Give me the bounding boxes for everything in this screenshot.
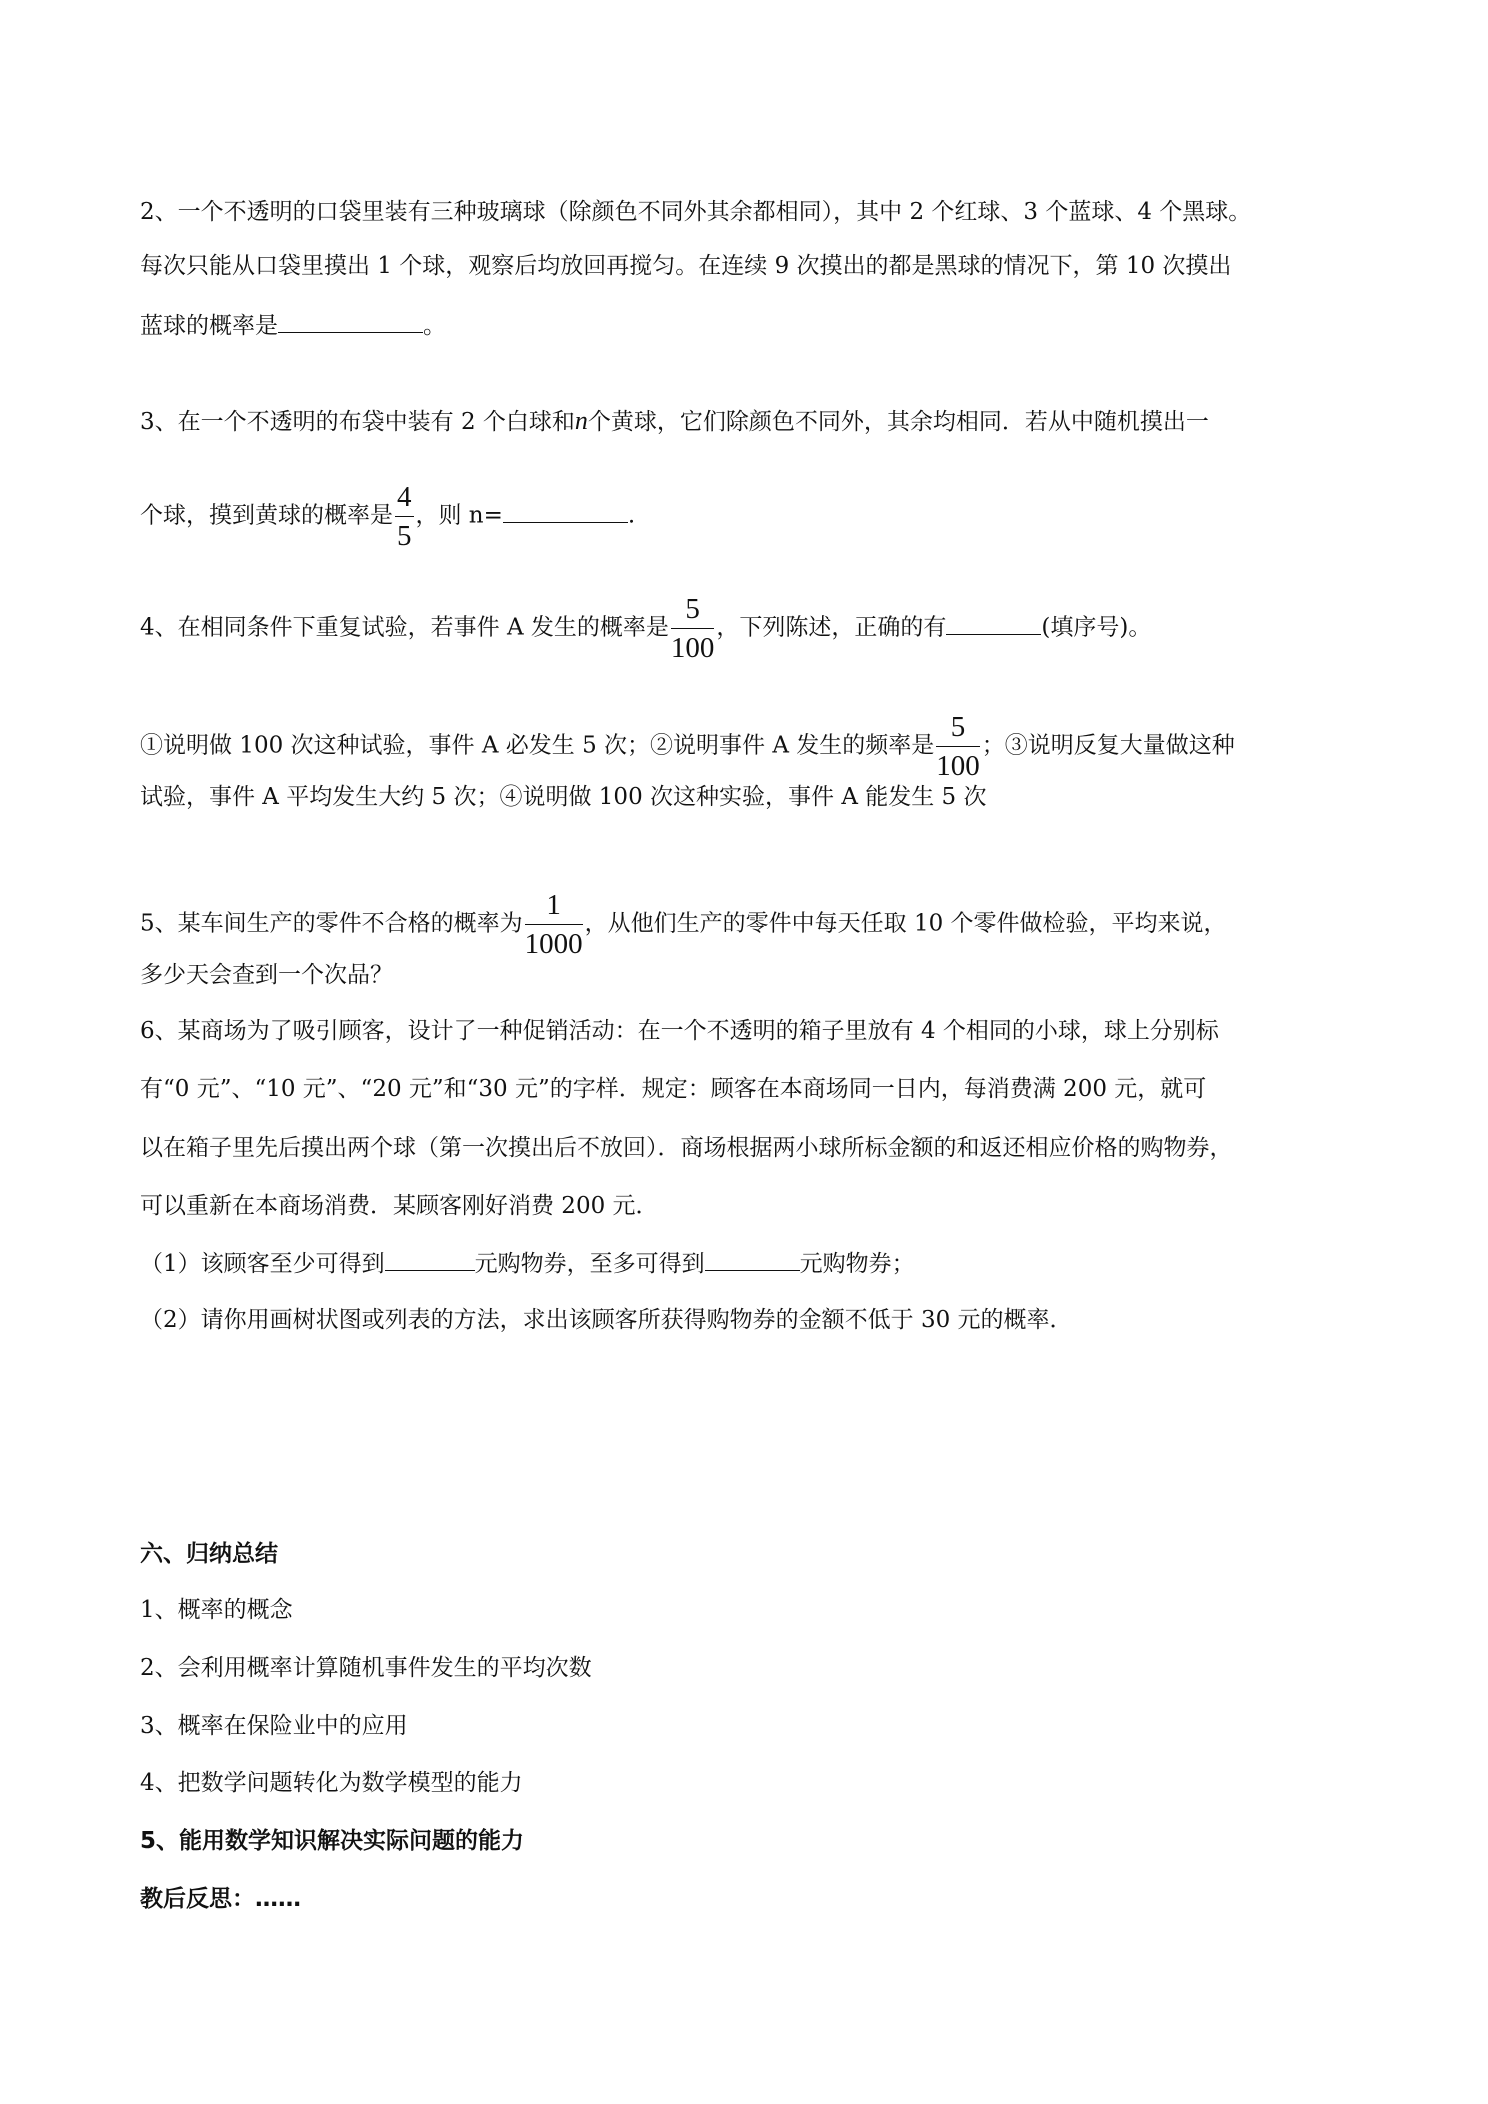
- q4-option-fraction: [936, 710, 980, 783]
- q3-line-2-b: ，则 n=: [415, 502, 503, 529]
- q4-line-1: [140, 592, 1151, 665]
- summary-item-4: 4、把数学问题转化为数学模型的能力: [140, 1770, 523, 1796]
- q4-answer-blank[interactable]: [946, 610, 1041, 635]
- q4-line-3: 试验，事件 A 平均发生大约 5 次；④说明做 100 次这种实验，事件 A 能发生 5 次: [140, 784, 987, 810]
- q6-sub1-b: 元购物券，至多可得到: [474, 1251, 705, 1277]
- q6-line-3: 以在箱子里先后摸出两个球（第一次摸出后不放回）．商场根据两小球所标金额的和返还相应价格的购物券，: [140, 1135, 1233, 1161]
- q4-fraction-denominator: 100: [670, 632, 715, 664]
- q6-sub1-c: 元购物券；: [799, 1251, 915, 1277]
- q2-answer-blank[interactable]: [278, 308, 423, 333]
- q6-max-answer-blank[interactable]: [705, 1246, 800, 1271]
- q3-answer-blank[interactable]: [503, 498, 628, 523]
- q6-line-4: 可以重新在本商场消费．某顾客刚好消费 200 元．: [140, 1193, 659, 1219]
- q3-line-2: [140, 480, 635, 553]
- summary-item-5: 5、能用数学知识解决实际问题的能力: [140, 1828, 525, 1854]
- q4-option-fraction-numerator: 5: [936, 710, 980, 747]
- q6-line-2: 有“0 元”、“10 元”、“20 元”和“30 元”的字样．规定：顾客在本商场同一日内，每消费满 200 元，就可: [140, 1076, 1207, 1102]
- q6-line-1: 6、某商场为了吸引顾客，设计了一种促销活动：在一个不透明的箱子里放有 4 个相同的小球，球上分别标: [140, 1018, 1219, 1044]
- q4-option-fraction-denominator: 100: [936, 750, 980, 782]
- q4-line-1-b: ，下列陈述，正确的有: [716, 614, 947, 641]
- q5-fraction-numerator: 1: [525, 888, 583, 925]
- q3-line-2-a: 个球，摸到黄球的概率是: [140, 502, 393, 529]
- summary-item-2: 2、会利用概率计算随机事件发生的平均次数: [140, 1655, 592, 1681]
- summary-heading: 六、归纳总结: [140, 1541, 278, 1567]
- q3-line-1: [140, 405, 1209, 438]
- q4-options-line: [140, 710, 1235, 783]
- q2-line-3-end: 。: [423, 313, 446, 339]
- q5-line-1-b: ，从他们生产的零件中每天任取 10 个零件做检验，平均来说，: [584, 910, 1227, 937]
- q5-line-1: [140, 888, 1227, 961]
- q4-options-a: ①说明做 100 次这种试验，事件 A 必发生 5 次；②说明事件 A 发生的频率是: [140, 732, 935, 759]
- q2-line-3-text: 蓝球的概率是: [140, 313, 278, 339]
- q6-subquestion-2: （2）请你用画树状图或列表的方法，求出该顾客所获得购物券的金额不低于 30 元的概率．: [140, 1307, 1073, 1333]
- q5-line-2: 多少天会查到一个次品？: [140, 962, 393, 988]
- q3-line-1-b: 个黄球，它们除颜色不同外，其余均相同．若从中随机摸出一: [587, 409, 1209, 435]
- q4-options-b: ；③说明反复大量做这种: [981, 732, 1235, 759]
- q2-line-3: [140, 308, 446, 342]
- q2-line-2: 每次只能从口袋里摸出 1 个球，观察后均放回再搅匀。在连续 9 次摸出的都是黑球的情况下，第 10 次摸出: [140, 253, 1232, 279]
- q3-fraction-denominator: 5: [397, 520, 412, 552]
- q6-sub1-a: （1）该顾客至少可得到: [140, 1251, 385, 1277]
- summary-item-1: 1、概率的概念: [140, 1597, 293, 1623]
- summary-item-3: 3、概率在保险业中的应用: [140, 1713, 408, 1739]
- q2-line-1: 2、一个不透明的口袋里装有三种玻璃球（除颜色不同外其余都相同），其中 2 个红球、3 个蓝球、4 个黑球。: [140, 199, 1252, 225]
- q5-fraction-denominator: 1000: [524, 928, 583, 960]
- q3-variable-n: n: [574, 406, 588, 435]
- teaching-reflection: 教后反思：……: [140, 1886, 301, 1912]
- q3-fraction: [395, 480, 414, 553]
- q5-fraction: [525, 888, 583, 961]
- q4-line-1-a: 4、在相同条件下重复试验，若事件 A 发生的概率是: [140, 614, 669, 641]
- q3-fraction-numerator: 4: [395, 480, 414, 517]
- q6-min-answer-blank[interactable]: [385, 1246, 475, 1271]
- q4-line-1-end: (填序号)。: [1041, 614, 1152, 641]
- q5-line-1-a: 5、某车间生产的零件不合格的概率为: [140, 910, 523, 937]
- q3-line-1-a: 3、在一个不透明的布袋中装有 2 个白球和: [140, 409, 575, 435]
- q4-fraction-numerator: 5: [671, 592, 715, 629]
- q4-fraction: [671, 592, 715, 665]
- q6-subquestion-1: [140, 1246, 915, 1280]
- q3-line-2-end: .: [627, 502, 636, 529]
